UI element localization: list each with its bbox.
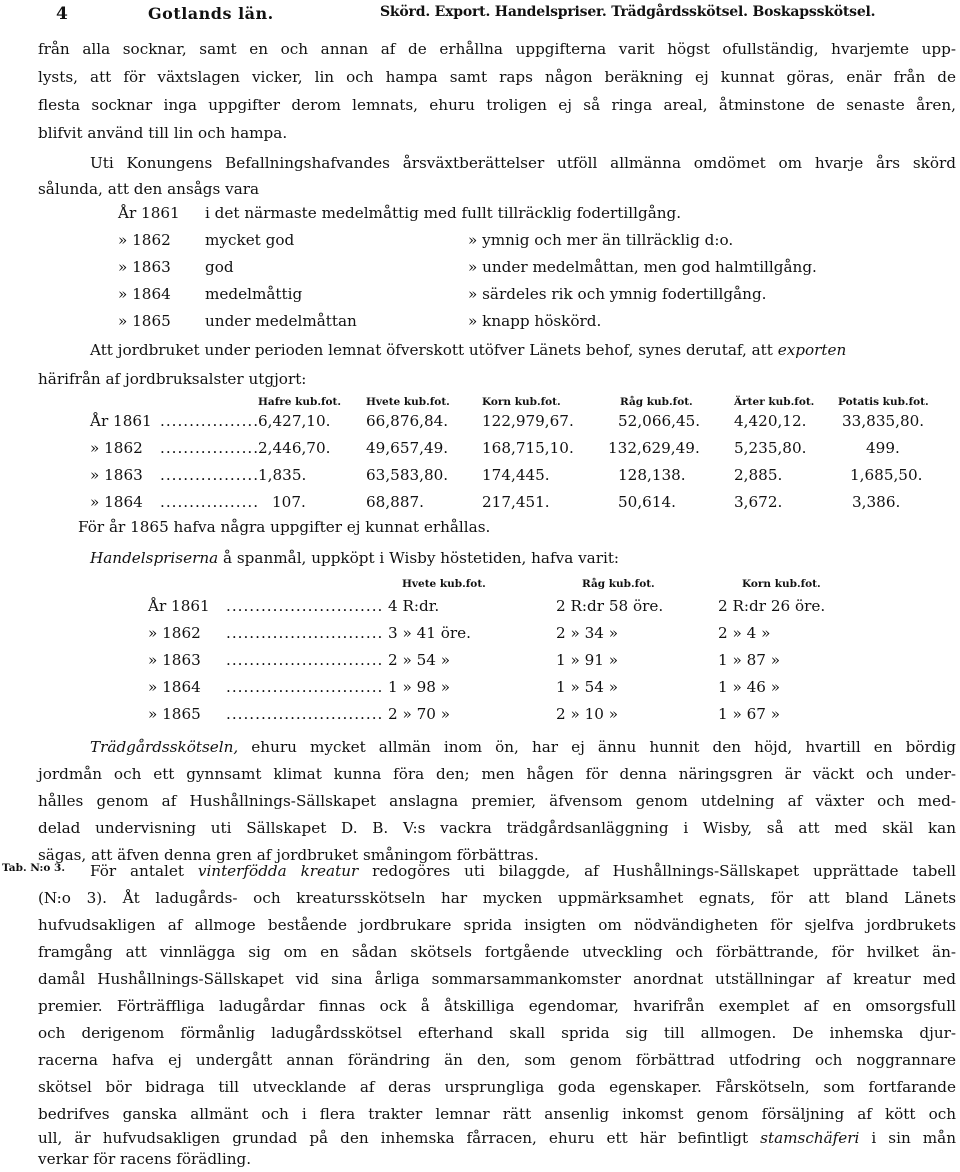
export-header-hvete: Hvete kub.fot. bbox=[366, 396, 450, 408]
price-year: » 1863 bbox=[148, 651, 201, 669]
export-cell: 63,583,80. bbox=[366, 466, 449, 484]
export-cell: 499. bbox=[866, 439, 900, 457]
export-year: År 1861 bbox=[90, 412, 152, 430]
export-cell: 49,657,49. bbox=[366, 439, 449, 457]
para5-line-10: bedrifves ganska allmänt och i flera trakter lemnar rätt ansenlig inkomst genom försäljning af kött och bbox=[38, 1105, 956, 1123]
export-cell: 132,629,49. bbox=[608, 439, 700, 457]
para2-line-2: sålunda, att den ansågs vara bbox=[38, 180, 260, 198]
price-cell: 1 » 46 » bbox=[718, 678, 781, 696]
leader-dots: ........................... bbox=[226, 624, 384, 642]
export-header-korn: Korn kub.fot. bbox=[482, 396, 561, 408]
leader-dots: ........................... bbox=[226, 678, 384, 696]
export-cell: 5,235,80. bbox=[734, 439, 807, 457]
leader-dots: ................. bbox=[160, 493, 260, 511]
price-cell: 2 » 70 » bbox=[388, 705, 451, 723]
para4-text: ehuru mycket allmän inom ön, har ej ännu hunnit den höjd, hvartill en bördig bbox=[251, 738, 957, 756]
export-year: » 1862 bbox=[90, 439, 143, 457]
para5-line-5: damål Hushållnings-Sällskapet vid sina årliga sommarsammankomster anordnat utställningar af kreatur med bbox=[38, 970, 956, 988]
leader-dots: ................. bbox=[160, 439, 260, 457]
export-cell: 33,835,80. bbox=[842, 412, 925, 430]
para5-emphasis: vinterfödda kreatur bbox=[197, 862, 359, 880]
para5-line-9: skötsel bör bidraga till utvecklande af deras ursprungliga goda egenskaper. Fårskötseln, som fortfarande bbox=[38, 1078, 956, 1096]
export-cell: 128,138. bbox=[618, 466, 686, 484]
para4-line-2: jordmån och ett gynnsamt klimat kunna föra den; men hågen för denna näringsgren är väckt och under- bbox=[38, 765, 956, 783]
export-header-arter: Ärter kub.fot. bbox=[734, 396, 815, 408]
prices-intro-text: å spanmål, uppköpt i Wisby höstetiden, hafva varit: bbox=[223, 549, 620, 567]
export-cell: 2,446,70. bbox=[258, 439, 331, 457]
harvest-grain-1865: under medelmåttan bbox=[205, 312, 357, 330]
para2-line-1: Uti Konungens Befallningshafvandes årsväxtberättelser utföll allmänna omdömet om hvarje års skörd bbox=[90, 154, 956, 172]
price-year: » 1864 bbox=[148, 678, 201, 696]
export-cell: 6,427,10. bbox=[258, 412, 331, 430]
para5-line-6: premier. Förträffliga ladugårdar finnas ock å åtskilliga egendomar, hvarifrån exemplet af en omsorgsfull bbox=[38, 997, 956, 1015]
export-cell: 122,979,67. bbox=[482, 412, 574, 430]
price-cell: 2 » 4 » bbox=[718, 624, 771, 642]
para4-line-5: sägas, att äfven denna gren af jordbruket småningom förbättras. bbox=[38, 846, 539, 864]
para5-line-8: racerna hafva ej undergått annan förändring än den, som genom förbättrad utfodring och noggrannare bbox=[38, 1051, 956, 1069]
harvest-year-1865: » 1865 bbox=[118, 312, 171, 330]
leader-dots: ........................... bbox=[226, 597, 384, 615]
harvest-fodder-1864: » särdeles rik och ymnig fodertillgång. bbox=[468, 285, 767, 303]
harvest-grain-1862: mycket god bbox=[205, 231, 295, 249]
harvest-fodder-1862: » ymnig och mer än tillräcklig d:o. bbox=[468, 231, 734, 249]
para1-line-2: lysts, att för växtslagen vicker, lin och hampa samt raps någon beräkning ej kunnat göras, enär från de bbox=[38, 68, 956, 86]
export-cell: 2,885. bbox=[734, 466, 783, 484]
para3-emphasis: exporten bbox=[777, 341, 847, 359]
export-cell: 168,715,10. bbox=[482, 439, 574, 457]
harvest-year-1864: » 1864 bbox=[118, 285, 171, 303]
export-note: För år 1865 hafva några uppgifter ej kunnat erhållas. bbox=[78, 518, 491, 536]
harvest-year-1862: » 1862 bbox=[118, 231, 171, 249]
para5-line-3: hufvudsakligen af allmoge bestående jordbrukare sprida insigten om nödvändigheten för sjelfva jordbrukets bbox=[38, 916, 956, 934]
price-header-rag: Råg kub.fot. bbox=[582, 578, 655, 590]
para4-line-1 bbox=[90, 734, 956, 760]
price-cell: 1 » 91 » bbox=[556, 651, 619, 669]
export-header-rag: Råg kub.fot. bbox=[620, 396, 693, 408]
para5-line-7: och derigenom förmånlig ladugårdsskötsel efterhand skall sprida sig till allmogen. De inhemska djur- bbox=[38, 1024, 956, 1042]
price-cell: 2 » 54 » bbox=[388, 651, 451, 669]
export-cell: 3,386. bbox=[852, 493, 901, 511]
harvest-grain-1861: i det närmaste medelmåttig med fullt tillräcklig fodertillgång. bbox=[205, 204, 682, 222]
price-year: » 1862 bbox=[148, 624, 201, 642]
para5-text-pre: För antalet bbox=[90, 862, 184, 880]
para4-line-4: delad undervisning uti Sällskapet D. B. V:s vackra trädgårdsanläggning i Wisby, så att med skäl kan bbox=[38, 819, 956, 837]
export-cell: 50,614. bbox=[618, 493, 676, 511]
leader-dots: ................. bbox=[160, 412, 260, 430]
export-header-potatis: Potatis kub.fot. bbox=[838, 396, 929, 408]
leader-dots: ........................... bbox=[226, 651, 384, 669]
para1-line-4: blifvit använd till lin och hampa. bbox=[38, 124, 288, 142]
export-cell: 52,066,45. bbox=[618, 412, 701, 430]
export-year: » 1863 bbox=[90, 466, 143, 484]
price-header-hvete: Hvete kub.fot. bbox=[402, 578, 486, 590]
harvest-fodder-1863: » under medelmåttan, men god halmtillgång. bbox=[468, 258, 817, 276]
export-cell: 1,685,50. bbox=[850, 466, 923, 484]
harvest-grain-1863: god bbox=[205, 258, 234, 276]
para1-line-1: från alla socknar, samt en och annan af de erhållna uppgifterna varit högst ofullständig, hvarjemte upp- bbox=[38, 40, 956, 58]
para5-second-last-pre: ull, är hufvudsakligen grundad på den inhemska fårracen, ehuru ett här befintligt bbox=[38, 1129, 749, 1147]
margin-note-tab-ref: Tab. N:o 3. bbox=[2, 862, 65, 874]
price-cell: 1 » 98 » bbox=[388, 678, 451, 696]
export-cell: 4,420,12. bbox=[734, 412, 807, 430]
prices-intro bbox=[90, 549, 619, 567]
price-cell: 3 » 41 öre. bbox=[388, 624, 471, 642]
price-year: » 1865 bbox=[148, 705, 201, 723]
price-cell: 1 » 54 » bbox=[556, 678, 619, 696]
export-cell: 1,835. bbox=[258, 466, 307, 484]
para4-emphasis: Trädgårdsskötseln, bbox=[90, 738, 239, 756]
price-cell: 1 » 87 » bbox=[718, 651, 781, 669]
running-head-region: Gotlands län. bbox=[148, 4, 274, 23]
page-number: 4 bbox=[56, 4, 68, 24]
para4-line-3: hålles genom af Hushållnings-Sällskapet anslagna premier, äfvensom genom utdelning af växter och med- bbox=[38, 792, 956, 810]
para5-text-post: redogöres uti bilaggde, af Hushållnings-Sällskapet upprättade tabell bbox=[372, 862, 957, 880]
harvest-year-1861: År 1861 bbox=[118, 204, 180, 222]
para5-line-4: framgång att vinnlägga sig om en sådan skötsels fortgående utveckling och förbättrande, för hvilket än- bbox=[38, 943, 956, 961]
export-cell: 66,876,84. bbox=[366, 412, 449, 430]
harvest-fodder-1865: » knapp höskörd. bbox=[468, 312, 602, 330]
leader-dots: ........................... bbox=[226, 705, 384, 723]
export-cell: 68,887. bbox=[366, 493, 424, 511]
export-cell: 3,672. bbox=[734, 493, 783, 511]
export-cell: 174,445. bbox=[482, 466, 550, 484]
export-header-hafre: Hafre kub.fot. bbox=[258, 396, 342, 408]
running-head-subjects: Skörd. Export. Handelspriser. Trädgårdsskötsel. Boskapsskötsel. bbox=[380, 4, 876, 20]
price-cell: 2 » 10 » bbox=[556, 705, 619, 723]
price-cell: 2 R:dr 58 öre. bbox=[556, 597, 664, 615]
prices-intro-emphasis: Handelspriserna bbox=[90, 549, 219, 567]
para5-line-12: verkar för racens förädling. bbox=[38, 1150, 252, 1168]
price-header-korn: Korn kub.fot. bbox=[742, 578, 821, 590]
leader-dots: ................. bbox=[160, 466, 260, 484]
harvest-year-1863: » 1863 bbox=[118, 258, 171, 276]
export-cell: 217,451. bbox=[482, 493, 550, 511]
para1-line-3: flesta socknar inga uppgifter derom lemnats, ehuru troligen ej så ringa areal, åtminstone de senaste åren, bbox=[38, 96, 956, 114]
price-cell: 4 R:dr. bbox=[388, 597, 440, 615]
harvest-grain-1864: medelmåttig bbox=[205, 285, 303, 303]
para3-line-2: härifrån af jordbruksalster utgjort: bbox=[38, 370, 307, 388]
para5-line-1 bbox=[90, 858, 956, 884]
para5-second-last-emphasis: stamschäferi bbox=[760, 1129, 860, 1147]
export-cell: 107. bbox=[272, 493, 306, 511]
para5-second-last-post: i sin mån bbox=[871, 1129, 957, 1147]
para5-line-2: (N:o 3). Åt ladugårds- och kreatursskötseln har mycken uppmärksamhet egnats, för att bland Länets bbox=[38, 889, 956, 907]
price-cell: 2 R:dr 26 öre. bbox=[718, 597, 826, 615]
price-year: År 1861 bbox=[148, 597, 210, 615]
price-cell: 2 » 34 » bbox=[556, 624, 619, 642]
price-cell: 1 » 67 » bbox=[718, 705, 781, 723]
export-year: » 1864 bbox=[90, 493, 143, 511]
para3-text: Att jordbruket under perioden lemnat öfverskott utöfver Länets behof, synes derutaf, att bbox=[90, 341, 773, 359]
para3-line-1 bbox=[90, 341, 846, 359]
